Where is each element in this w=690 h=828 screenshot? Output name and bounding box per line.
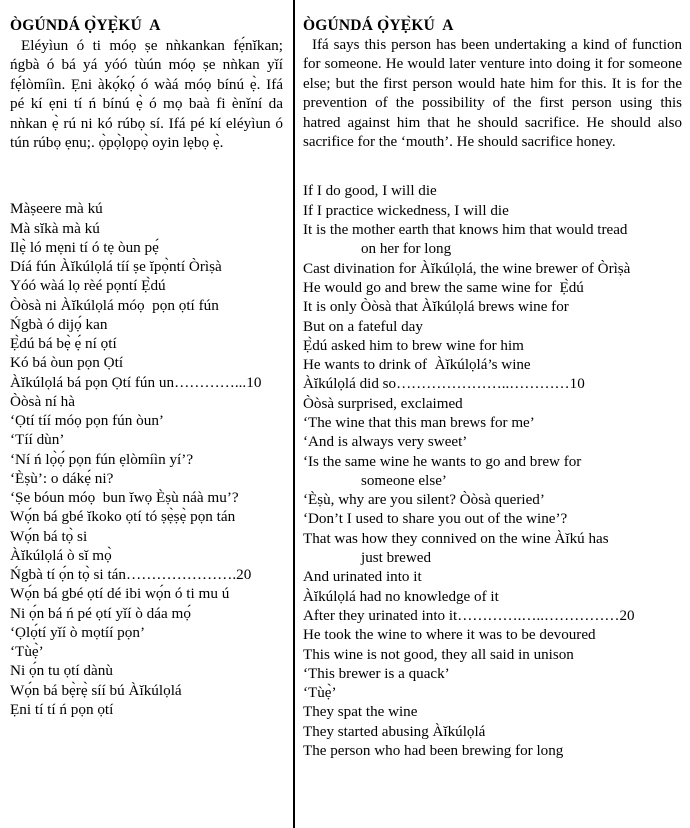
verse-line: Ẹni tí tí ń pọn ọtí [10, 700, 114, 718]
verse-line: Wọ́n bá tọ̀ si [10, 527, 88, 545]
verse-line: on her for long [361, 241, 452, 258]
verse-line: They spat the wine [303, 704, 418, 721]
verse-line: ‘Èṣù, why are you silent? Òòsà queried’ [303, 492, 545, 509]
verse-line: just brewed [361, 550, 432, 567]
verse-spacer-yoruba [10, 152, 283, 199]
verse-line: Mà sĭkà mà kú [10, 219, 100, 237]
verse-line: ‘Ọlọ́tí yǐí ò mọtíí pọn’ [10, 623, 145, 641]
column-divider [293, 0, 295, 828]
verse-line: If I do good, I will die [303, 183, 437, 200]
verse-line: Yóó wàá lọ rèé pọntí Ẹ̀dú [10, 277, 166, 295]
verse-line: ‘Ọtí tíí móọ pọn fún òun’ [10, 412, 164, 430]
verse-line: ‘Tùẹ̀’ [303, 685, 337, 702]
verse-line: Wọ́n bá bẹ̀rẹ̀ síí bú Àĭkúlọlá [10, 681, 182, 699]
verse-line: It is the mother earth that knows him that would tread [303, 222, 628, 239]
verse-line: He would go and brew the same wine for Ẹ̀dú [303, 279, 584, 296]
verse-line: This wine is not good, they all said in unison [303, 646, 574, 663]
verse-line: Àĭkúlọlá bá pọn Ọtí fún un…………...10 [10, 373, 262, 391]
verse-line: Ẹ̀dú bá bẹ̀ ẹ́ ní ọtí [10, 335, 117, 353]
verse-line: Àĭkúlọlá did so…………………..…………10 [303, 376, 585, 393]
verse-line: Ni ọ́n bá ń pé ọtí yǐí ò dáa mọ́ [10, 604, 191, 622]
verse-line: Ni ọ́n tu ọtí dànù [10, 662, 113, 680]
verse-line: That was how they connived on the wine Àĭkú has [303, 530, 609, 547]
verse-line: Ńgbà ó dijọ́ kan [10, 315, 108, 333]
verse-line: ‘Don’t I used to share you out of the wine’? [303, 511, 568, 528]
verse-line: Ilẹ̀ ló mẹni tí ó tẹ òun pẹ́ [10, 238, 159, 256]
verse-line: Kó bá òun pọn Ọtí [10, 354, 124, 372]
verse-line: ‘Ní ń lọ̀ọ́ pọn fún ẹlòmíìn yí’? [10, 450, 194, 468]
verse-line: Ńgbà tí ọ́n tọ̀ si tán………………….20 [10, 566, 252, 584]
verse-line: He wants to drink of Àĭkúlọlá’s wine [303, 357, 531, 374]
verse-line: ‘And is always very sweet’ [303, 434, 468, 451]
verse-line: Màṣeere mà kú [10, 200, 103, 218]
verse-line: ‘This brewer is a quack’ [303, 665, 450, 682]
verse-list-english [303, 182, 682, 761]
verse-line: But on a fateful day [303, 318, 423, 335]
odu-title-yoruba: ÒGÚNDÁ Ọ̀YẸ̀KÚ A [10, 17, 161, 34]
verse-line: Àĭkúlọlá had no knowledge of it [303, 588, 499, 605]
english-column [293, 0, 690, 828]
verse-line: Cast divination for Àĭkúlọlá, the wine brewer of Òrìṣà [303, 260, 631, 277]
verse-line: Òòsà ní hà [10, 392, 75, 410]
intro-paragraph-english: Ifá says this person has been undertaking a kind of function for someone. He would later venture into doing it for someone else; but the first person would hate him for this. It is for the prevention of the possibility of the first person using this hatred against him that he should sacrifice. He should also sacrifice for the ‘mouth’. He should sacrifice honey. [303, 37, 682, 151]
verse-line: ‘Tíí dùn’ [10, 431, 65, 449]
verse-line: Díá fún Àĭkúlọlá tíí ṣe ĭpọ̀ntí Òrìṣà [10, 258, 222, 276]
verse-line: If I practice wickedness, I will die [303, 202, 509, 219]
odu-title-english: ÒGÚNDÁ Ọ̀YẸ̀KÚ A [303, 17, 454, 34]
verse-line: Wọ́n bá gbé ọtí dé ibi wọ́n ó ti mu ú [10, 585, 230, 603]
verse-line: After they urinated into it………….…..……………20 [303, 607, 635, 624]
verse-line: And urinated into it [303, 569, 422, 586]
verse-line: ‘Is the same wine he wants to go and brew for [303, 453, 582, 470]
verse-line: ‘Tùẹ̀’ [10, 643, 44, 661]
verse-line: Àĭkúlọlá ò sĭ mọ̀ [10, 546, 112, 564]
verse-line: Òòsà surprised, exclaimed [303, 395, 463, 412]
verse-line: ‘Èṣù’: o dákẹ́ ni? [10, 469, 114, 487]
verse-list-yoruba [10, 199, 283, 719]
verse-line: ‘The wine that this man brews for me’ [303, 415, 535, 431]
intro-paragraph-yoruba: Eléyìun ó ti móọ ṣe nǹkankan fẹ́nĭkan; ńgbà ó bá yá yóó tùún móọ ṣe nǹkan yǐí fẹ́lòmíìn. Ẹni àkọ́kọ́ ó wàá móọ bínú ẹ̀. Ifá pé kí ẹni tí ń bínú ẹ̀ ó mọ baà fi ènǐní da nǹkan ẹ̀ rú ni kó rúbọ sí. Ifá pé kí eléyìun ó tún rúbọ ẹnu;. ọ̀pọ̀lọpọ̀ oyin lẹbọ ẹ̀. [10, 37, 283, 152]
verse-line: Òòsà ni Àĭkúlọlá móọ pọn ọtí fún [10, 296, 219, 314]
yoruba-column [0, 0, 293, 828]
verse-line: It is only Òòsà that Àĭkúlọlá brews wine for [303, 299, 569, 316]
verse-line: someone else’ [361, 472, 447, 489]
verse-line: The person who had been brewing for long [303, 743, 564, 760]
verse-line: Ẹ̀dú asked him to brew wine for him [303, 337, 524, 354]
verse-spacer-english [303, 152, 682, 182]
verse-line: He took the wine to where it was to be devoured [303, 627, 596, 644]
verse-line: Wọ́n bá gbé ĭkoko ọtí tó ṣẹ̀ṣẹ̀ pọn tán [10, 508, 236, 526]
verse-line: ‘Ṣe bóun móọ bun ĭwọ Èṣù náà mu’? [10, 489, 239, 507]
verse-line: They started abusing Àĭkúlọlá [303, 723, 486, 740]
